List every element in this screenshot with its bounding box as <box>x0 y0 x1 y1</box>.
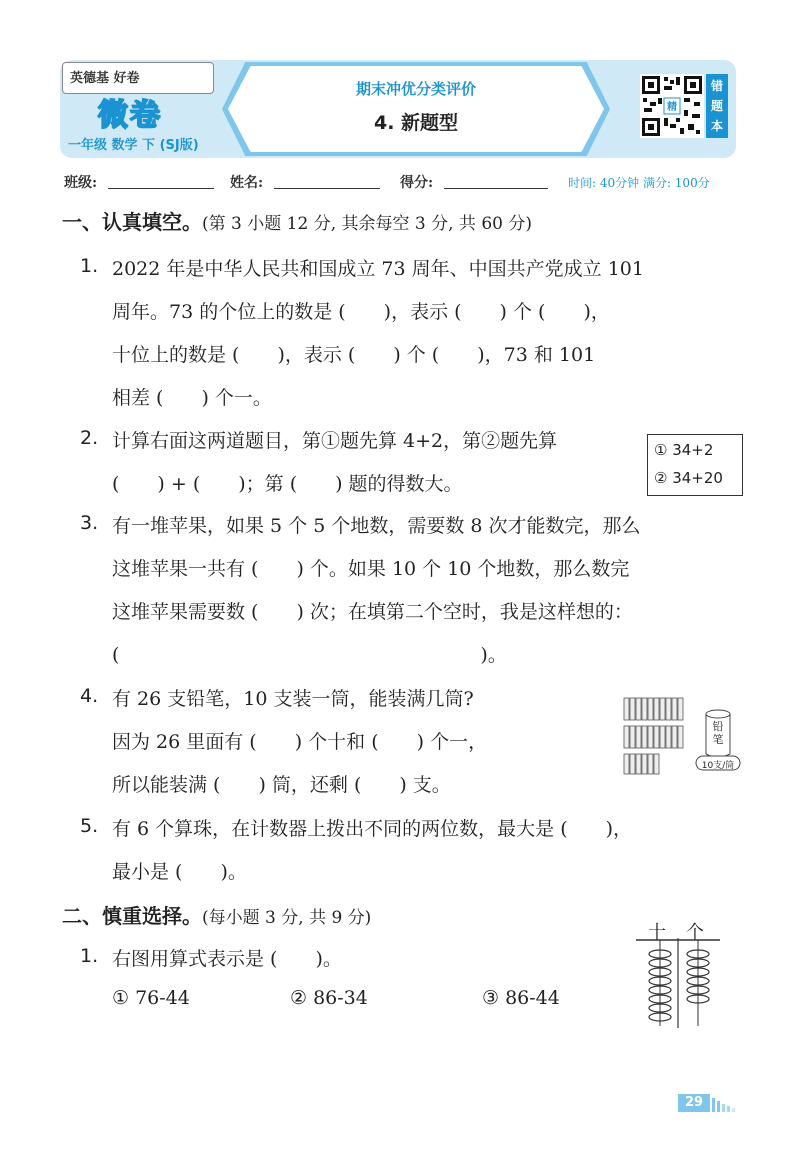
pencil-loose <box>624 754 659 774</box>
page-subtitle: 期末冲优分类评价 <box>355 80 476 98</box>
ones-beads <box>687 950 709 1003</box>
expression-1: ① 34+2 <box>654 441 714 459</box>
expression-2: ② 34+20 <box>654 469 723 487</box>
q4-line-2: 因为 26 里面有 ( ) 个十和 ( ) 个一， <box>112 731 488 753</box>
time-score-label: 时间: 40分钟 满分: 100分 <box>568 176 710 190</box>
q5-line-1: 有 6 个算珠，在计数器上拨出不同的两位数，最大是 ( )， <box>112 818 633 840</box>
q4-line-1: 有 26 支铅笔，10 支装一筒，能装满几筒? <box>112 688 474 710</box>
q3-line-3: 这堆苹果需要数 ( ) 次；在填第二个空时，我是这样想的： <box>112 601 633 623</box>
question-number: 2. <box>80 427 99 449</box>
option-1[interactable]: ① 76-44 <box>112 987 190 1009</box>
page-title: 4. 新题型 <box>373 112 459 134</box>
grade-label: 一年级 数学 下 (SJ版) <box>68 138 199 153</box>
s2q1-line: 右图用算式表示是 ( )。 <box>112 948 342 970</box>
name-field[interactable] <box>274 188 380 189</box>
q3-line-4: ( )。 <box>112 644 507 666</box>
section1-title: 一、认真填空。 <box>62 210 202 234</box>
class-label: 班级: <box>64 175 98 191</box>
section2-title: 二、慎重选择。 <box>62 904 202 928</box>
q4-line-3: 所以能装满 ( ) 筒，还剩 ( ) 支。 <box>112 774 451 796</box>
q2-line-2: ( ) + ( )；第 ( ) 题的得数大。 <box>112 473 463 495</box>
q2-expression-box <box>647 434 743 496</box>
question-number: 3. <box>80 512 99 534</box>
pencil-can-label <box>710 720 726 746</box>
q1-line-4: 相差 ( ) 个一。 <box>112 387 272 409</box>
mistake-book-tab[interactable] <box>706 74 728 138</box>
qr-center-label: 精 <box>667 102 677 113</box>
abacus-counter <box>636 938 720 1028</box>
abacus-label-tens: 十 <box>648 922 666 943</box>
tab-char: 题 <box>710 99 723 113</box>
q3-line-2: 这堆苹果一共有 ( ) 个。如果 10 个 10 个地数，那么数完 <box>112 558 630 580</box>
question-number: 1. <box>80 945 99 967</box>
tab-char: 错 <box>710 79 723 93</box>
q1-line-2: 周年。73 的个位上的数是 ( )，表示 ( ) 个 ( )， <box>112 301 610 323</box>
section1-note: (第 3 小题 12 分, 其余每空 3 分, 共 60 分) <box>202 214 533 234</box>
q1-line-3: 十位上的数是 ( )，表示 ( ) 个 ( )，73 和 101 <box>112 344 596 366</box>
class-field[interactable] <box>108 188 214 189</box>
q1-line-1: 2022 年是中华人民共和国成立 73 周年、中国共产党成立 101 <box>112 258 644 280</box>
can-char: 笔 <box>712 733 724 746</box>
abacus-label-ones: 个 <box>686 922 704 943</box>
can-char: 铅 <box>712 720 724 733</box>
score-field[interactable] <box>444 188 548 189</box>
q3-line-1: 有一堆苹果，如果 5 个 5 个地数，需要数 8 次才能数完，那么 <box>112 515 641 537</box>
option-3[interactable]: ③ 86-44 <box>482 987 560 1009</box>
tab-char: 本 <box>710 119 723 133</box>
pencil-bundle-2 <box>624 726 683 748</box>
section1-heading <box>62 206 532 235</box>
page-bars-icon <box>712 1096 742 1112</box>
pencil-bundle-1 <box>624 698 683 720</box>
q2-line-1: 计算右面这两道题目，第①题先算 4+2，第②题先算 <box>112 430 558 452</box>
pencil-can-caption: 10支/筒 <box>701 761 735 771</box>
option-2[interactable]: ② 86-34 <box>290 987 368 1009</box>
name-label: 姓名: <box>230 175 264 191</box>
question-number: 5. <box>80 815 99 837</box>
question-number: 4. <box>80 685 99 707</box>
q5-line-2: 最小是 ( )。 <box>112 861 247 883</box>
question-number: 1. <box>80 255 99 277</box>
series-title: 微卷 <box>98 98 162 133</box>
section2-heading <box>62 900 371 929</box>
page-number: 29 <box>678 1094 710 1112</box>
brand-logo: 英德基 好卷 <box>70 71 140 86</box>
section2-note: (每小题 3 分, 共 9 分) <box>202 908 372 928</box>
score-label: 得分: <box>400 175 434 191</box>
